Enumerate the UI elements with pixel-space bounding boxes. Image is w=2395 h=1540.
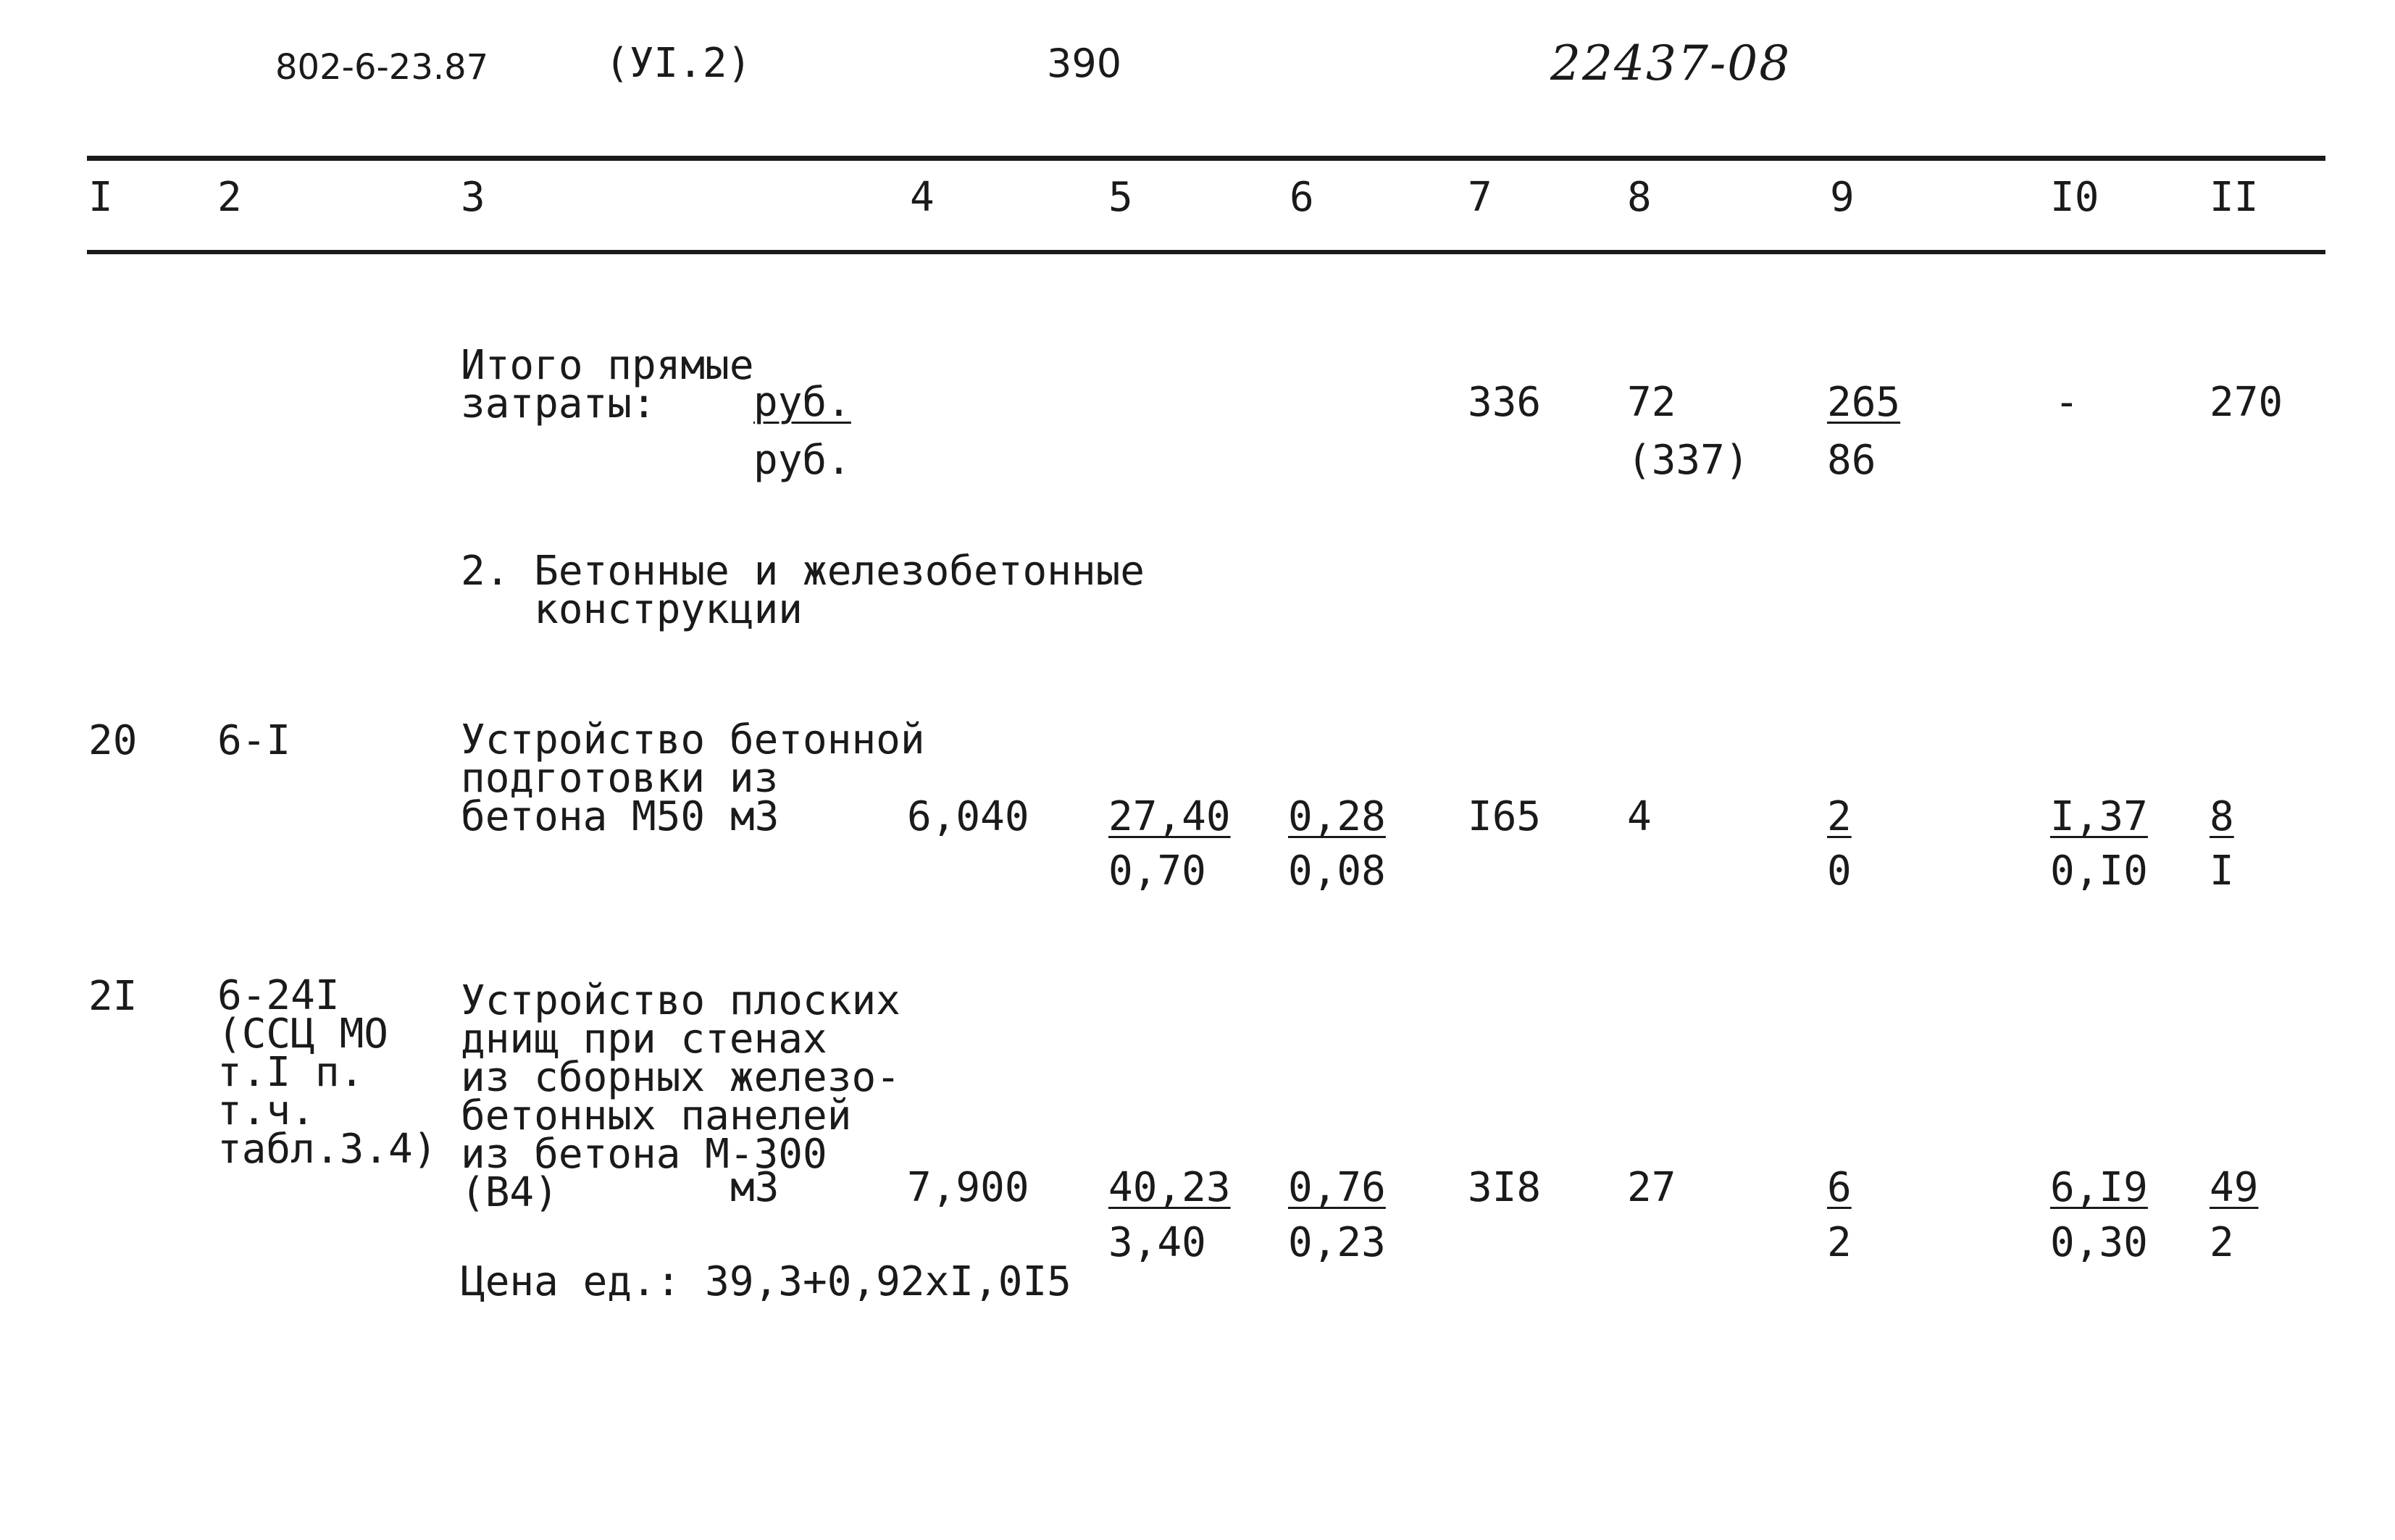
section-heading: 2. Бетонные и железобетонные конструкции	[461, 548, 1145, 633]
column-header: 4	[910, 174, 935, 221]
row-col5-bottom: 0,70	[1108, 848, 1206, 895]
column-header: 6	[1290, 174, 1314, 221]
row-col8: 27	[1627, 1164, 1676, 1211]
subtotal-label: Итого прямые затраты:	[461, 342, 754, 427]
row-col9-top: 6	[1827, 1164, 1852, 1211]
row-description: Устройство бетонной подготовки из бетона М50	[461, 716, 925, 840]
row-col9-bottom: 0	[1827, 848, 1852, 895]
row-col7: 3I8	[1468, 1164, 1542, 1211]
row-col7: I65	[1468, 793, 1542, 840]
row-quantity: 7,900	[907, 1164, 1029, 1211]
document-code: 802-6-23.87	[275, 47, 489, 88]
row-col5-top: 27,40	[1108, 793, 1231, 840]
column-header: 9	[1830, 174, 1855, 221]
row-col10-top: 6,I9	[2050, 1164, 2148, 1211]
row-quantity: 6,040	[907, 793, 1029, 840]
row-unit: м3	[730, 793, 779, 840]
row-number: 20	[88, 717, 138, 764]
subtotal-col9-sub: 86	[1827, 437, 1876, 484]
unit-price-note: Цена ед.: 39,3+0,92хI,0I5	[461, 1258, 1071, 1305]
table-header-rule	[87, 250, 2325, 254]
row-col10-top: I,37	[2050, 793, 2148, 840]
row-col6-top: 0,28	[1288, 793, 1386, 840]
column-header: 8	[1627, 174, 1652, 221]
subtotal-col8: 72	[1627, 379, 1676, 426]
row-code: 6-24I (ССЦ МО т.I п. т.ч. табл.3.4)	[217, 972, 438, 1173]
row-col11-bottom: 2	[2210, 1219, 2234, 1266]
row-col10-bottom: 0,30	[2050, 1219, 2148, 1266]
row-col10-bottom: 0,I0	[2050, 848, 2148, 895]
subtotal-col7: 336	[1468, 379, 1542, 426]
column-header: 5	[1108, 174, 1133, 221]
subtotal-col11: 270	[2210, 379, 2283, 426]
row-col6-bottom: 0,23	[1288, 1219, 1386, 1266]
row-col9-top: 2	[1827, 793, 1852, 840]
row-unit: м3	[730, 1164, 779, 1211]
table-top-rule	[87, 156, 2325, 161]
subtotal-col10: -	[2055, 379, 2079, 426]
row-col5-top: 40,23	[1108, 1164, 1231, 1211]
row-col8: 4	[1627, 793, 1652, 840]
row-number: 2I	[88, 973, 138, 1020]
row-col6-bottom: 0,08	[1288, 848, 1386, 895]
inventory-number: 22437-08	[1550, 35, 1792, 91]
column-header: II	[2210, 174, 2259, 221]
subtotal-col8-sub: (337)	[1627, 437, 1750, 484]
column-header: 3	[461, 174, 485, 221]
row-col11-top: 49	[2210, 1164, 2259, 1211]
column-header: 7	[1468, 174, 1492, 221]
row-col11-bottom: I	[2210, 848, 2234, 895]
volume-label: (УI.2)	[605, 40, 752, 87]
row-code: 6-I	[217, 717, 291, 764]
row-description: Устройство плоских днищ при стенах из сборных железо- бетонных панелей из бетона М-300 (В4)	[461, 977, 900, 1216]
subtotal-col9: 265	[1827, 379, 1901, 426]
row-col11-top: 8	[2210, 793, 2234, 840]
column-header: I	[88, 174, 113, 221]
column-header: I0	[2050, 174, 2099, 221]
row-col5-bottom: 3,40	[1108, 1219, 1206, 1266]
row-col9-bottom: 2	[1827, 1219, 1852, 1266]
subtotal-unit-top: руб.	[753, 379, 851, 426]
subtotal-unit-bottom: руб.	[753, 437, 851, 484]
column-header: 2	[217, 174, 242, 221]
page-number: 390	[1047, 41, 1122, 86]
row-col6-top: 0,76	[1288, 1164, 1386, 1211]
